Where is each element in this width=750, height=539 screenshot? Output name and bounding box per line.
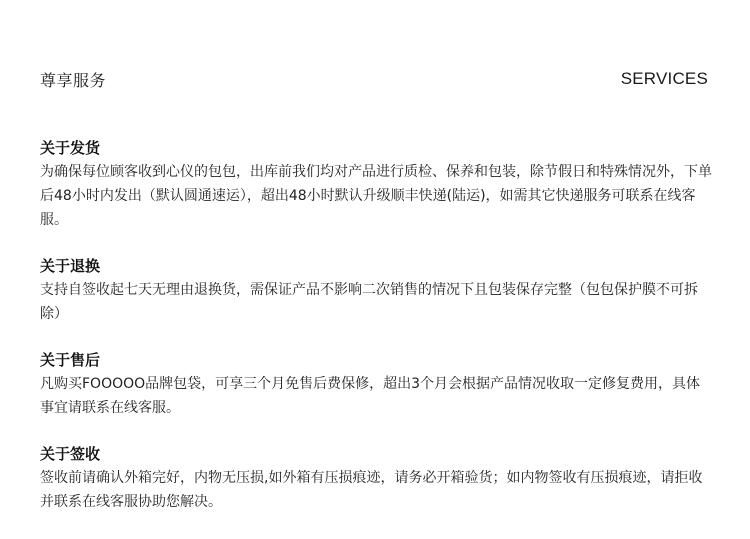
section-body: 为确保每位顾客收到心仪的包包，出库前我们均对产品进行质检、保养和包装，除节假日和特殊情况外，下单后48小时内发出（默认圆通速运），超出48小时默认升级顺丰快递(陆运)，如需其它快递服务可联系在线客服。 bbox=[40, 164, 712, 228]
section-after-sales bbox=[40, 348, 712, 420]
service-sections bbox=[40, 136, 712, 536]
section-body: 支持自签收起七天无理由退换货，需保证产品不影响二次销售的情况下且包装保存完整（包包保护膜不可拆除） bbox=[40, 282, 698, 322]
page-header bbox=[40, 66, 708, 92]
section-body: 签收前请确认外箱完好，内物无压损,如外箱有压损痕迹，请务必开箱验货；如内物签收有压损痕迹，请拒收并联系在线客服协助您解决。 bbox=[40, 470, 703, 510]
section-shipping bbox=[40, 136, 712, 232]
section-title: 关于发货 bbox=[40, 139, 101, 157]
page-subtitle: SERVICES bbox=[620, 69, 708, 88]
section-title: 关于退换 bbox=[40, 257, 101, 275]
section-title: 关于售后 bbox=[40, 351, 101, 369]
section-body: 凡购买FOOOOO品牌包袋，可享三个月免售后费保修，超出3个月会根据产品情况收取一定修复费用，具体事宜请联系在线客服。 bbox=[40, 376, 701, 416]
section-returns bbox=[40, 254, 712, 326]
page-title: 尊享服务 bbox=[40, 70, 107, 90]
section-receipt bbox=[40, 442, 712, 514]
section-title: 关于签收 bbox=[40, 445, 101, 463]
